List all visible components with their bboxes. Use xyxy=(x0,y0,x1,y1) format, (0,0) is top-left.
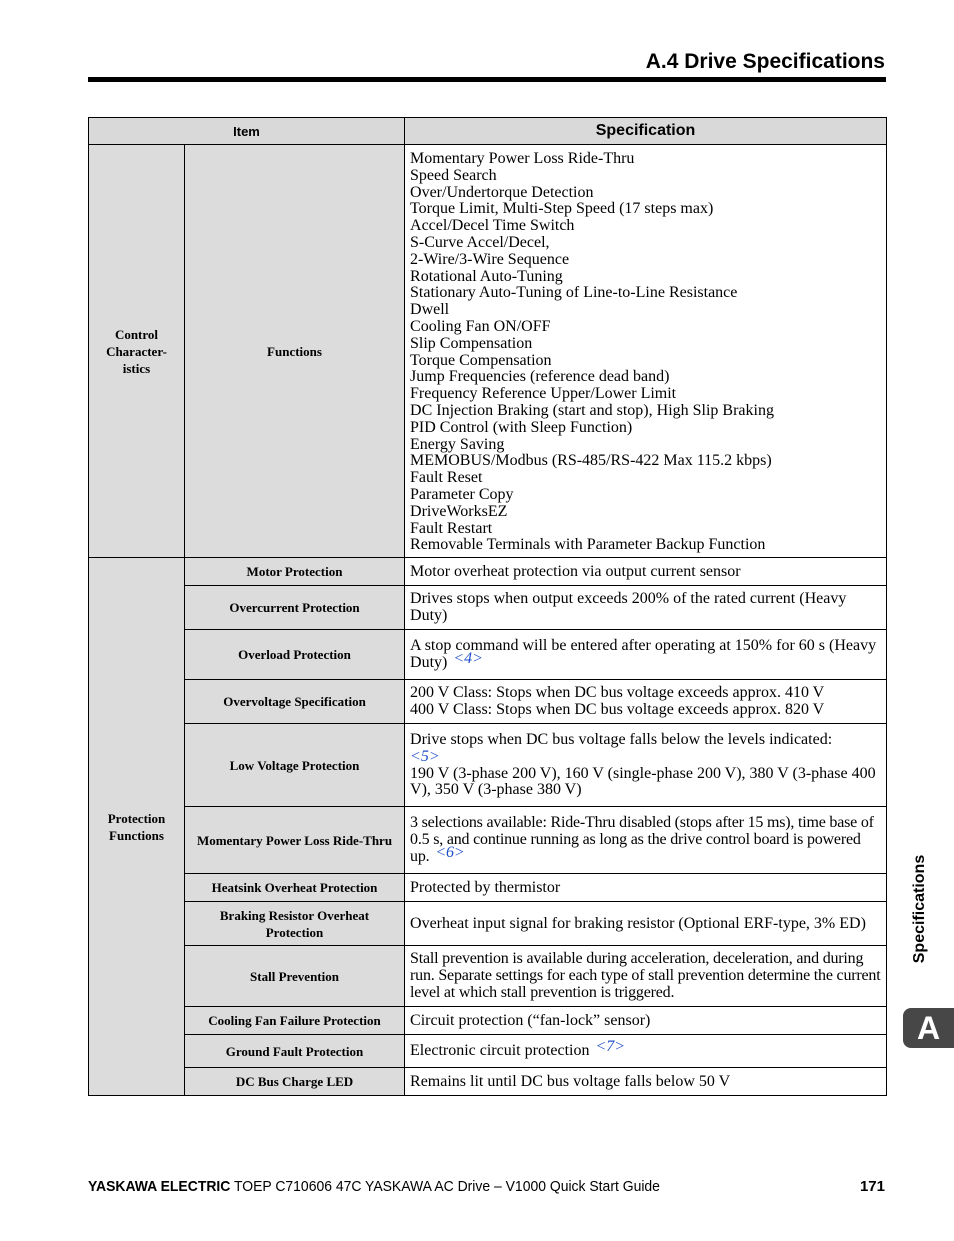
table-row xyxy=(89,1007,887,1035)
spec-overvoltage-specification: 200 V Class: Stops when DC bus voltage exceeds approx. 410 V 400 V Class: Stops when DC bus voltage exceeds approx. 820 V xyxy=(405,680,887,724)
item-braking-resistor-overheat-protection: Braking Resistor Overheat Protection xyxy=(185,902,405,946)
page-number: 171 xyxy=(859,1178,885,1195)
spec-low-voltage-protection: Drive stops when DC bus voltage falls below the levels indicated: <5> 190 V (3-phase 200 V), 160 V (single-phase 200 V), 380 V (3-phase 400 V), 350 V (3-phase 380 V) xyxy=(405,724,887,807)
section-title: A.4 Drive Specifications xyxy=(645,50,885,73)
table-row xyxy=(89,145,887,558)
list-item: Speed Search xyxy=(410,166,497,184)
spec-stall-prevention: Stall prevention is available during acceleration, deceleration, and during run. Separate settings for each type of stall prevention determine the current level at which stall prevention is triggered. xyxy=(405,946,887,1007)
list-item: Fault Reset xyxy=(410,469,483,487)
list-item: Accel/Decel Time Switch xyxy=(410,217,575,235)
spec-momentary-power-loss-ride-thru: 3 selections available: Ride-Thru disabled (stops after 15 ms), time base of 0.5 s, and continue running as long as the drive control board is powered up. <6> xyxy=(405,807,887,874)
column-header-specification: Specification xyxy=(405,118,887,145)
list-item: S-Curve Accel/Decel, xyxy=(410,233,550,251)
list-item: PID Control (with Sleep Function) xyxy=(410,418,633,436)
item-overcurrent-protection: Overcurrent Protection xyxy=(185,586,405,630)
item-cooling-fan-failure-protection: Cooling Fan Failure Protection xyxy=(185,1007,405,1035)
list-item: Removable Terminals with Parameter Backup Function xyxy=(410,536,766,554)
table-row xyxy=(89,1068,887,1096)
spec-motor-protection: Motor overheat protection via output current sensor xyxy=(405,558,887,586)
spec-dc-bus-charge-led: Remains lit until DC bus voltage falls below 50 V xyxy=(405,1068,887,1096)
list-item: Rotational Auto-Tuning xyxy=(410,267,563,285)
item-ground-fault-protection: Ground Fault Protection xyxy=(185,1035,405,1068)
table-row xyxy=(89,558,887,586)
spec-ground-fault-protection: Electronic circuit protection <7> xyxy=(405,1035,887,1068)
category-protection-functions: Protection Functions xyxy=(89,558,185,1096)
footnote-reference-7[interactable]: <7> xyxy=(595,1038,626,1056)
table-header-row xyxy=(89,118,887,145)
table-row xyxy=(89,724,887,807)
spec-braking-resistor-overheat-protection: Overheat input signal for braking resistor (Optional ERF-type, 3% ED) xyxy=(405,902,887,946)
spec-cooling-fan-failure-protection: Circuit protection (“fan-lock” sensor) xyxy=(405,1007,887,1035)
footer-brand: YASKAWA ELECTRIC xyxy=(88,1178,231,1195)
column-header-item: Item xyxy=(89,118,405,145)
footer xyxy=(88,1178,660,1195)
table-row xyxy=(89,586,887,630)
functions-list xyxy=(405,145,887,558)
header-rule xyxy=(88,77,886,82)
item-momentary-power-loss-ride-thru: Momentary Power Loss Ride-Thru xyxy=(185,807,405,874)
list-item: DriveWorksEZ xyxy=(410,502,508,520)
list-item: Dwell xyxy=(410,301,450,319)
specification-table xyxy=(88,117,887,1096)
table-row xyxy=(89,874,887,902)
list-item: Fault Restart xyxy=(410,519,493,537)
list-item: DC Injection Braking (start and stop), High Slip Braking xyxy=(410,401,774,419)
list-item: Frequency Reference Upper/Lower Limit xyxy=(410,385,677,403)
table-row xyxy=(89,1035,887,1068)
footnote-reference-4[interactable]: <4> xyxy=(453,650,483,668)
table-row xyxy=(89,630,887,680)
list-item: Energy Saving xyxy=(410,435,505,453)
spec-overload-protection: A stop command will be entered after operating at 150% for 60 s (Heavy Duty) <4> xyxy=(405,630,887,680)
spec-overcurrent-protection: Drives stops when output exceeds 200% of the rated current (Heavy Duty) xyxy=(405,586,887,630)
list-item: Over/Undertorque Detection xyxy=(410,183,594,201)
spec-heatsink-overheat-protection: Protected by thermistor xyxy=(405,874,887,902)
table-row xyxy=(89,902,887,946)
list-item: Momentary Power Loss Ride-Thru xyxy=(410,150,635,167)
list-item: Torque Limit, Multi-Step Speed (17 steps max) xyxy=(410,200,714,218)
item-dc-bus-charge-led: DC Bus Charge LED xyxy=(185,1068,405,1096)
item-heatsink-overheat-protection: Heatsink Overheat Protection xyxy=(185,874,405,902)
item-motor-protection: Motor Protection xyxy=(185,558,405,586)
appendix-tab[interactable]: A xyxy=(903,1008,954,1048)
list-item: Stationary Auto-Tuning of Line-to-Line Resistance xyxy=(410,284,738,302)
side-tab-label: Specifications xyxy=(911,854,928,964)
footer-document: TOEP C710606 47C YASKAWA AC Drive – V1000 Quick Start Guide xyxy=(230,1178,660,1195)
item-stall-prevention: Stall Prevention xyxy=(185,946,405,1007)
item-low-voltage-protection: Low Voltage Protection xyxy=(185,724,405,807)
list-item: Slip Compensation xyxy=(410,334,533,352)
list-item: MEMOBUS/Modbus (RS-485/RS-422 Max 115.2 kbps) xyxy=(410,452,772,470)
list-item: Parameter Copy xyxy=(410,485,514,503)
table-row xyxy=(89,946,887,1007)
list-item: 2-Wire/3-Wire Sequence xyxy=(410,250,570,268)
table-row xyxy=(89,807,887,874)
list-item: Cooling Fan ON/OFF xyxy=(410,317,551,335)
footnote-reference-6[interactable]: <6> xyxy=(435,844,465,862)
list-item: Jump Frequencies (reference dead band) xyxy=(410,368,670,386)
list-item: Torque Compensation xyxy=(410,351,552,369)
footnote-reference-5[interactable]: <5> xyxy=(410,747,440,765)
table-row xyxy=(89,680,887,724)
item-functions: Functions xyxy=(185,145,405,558)
item-overvoltage-specification: Overvoltage Specification xyxy=(185,680,405,724)
category-control-characteristics: Control Character- istics xyxy=(89,145,185,558)
item-overload-protection: Overload Protection xyxy=(185,630,405,680)
